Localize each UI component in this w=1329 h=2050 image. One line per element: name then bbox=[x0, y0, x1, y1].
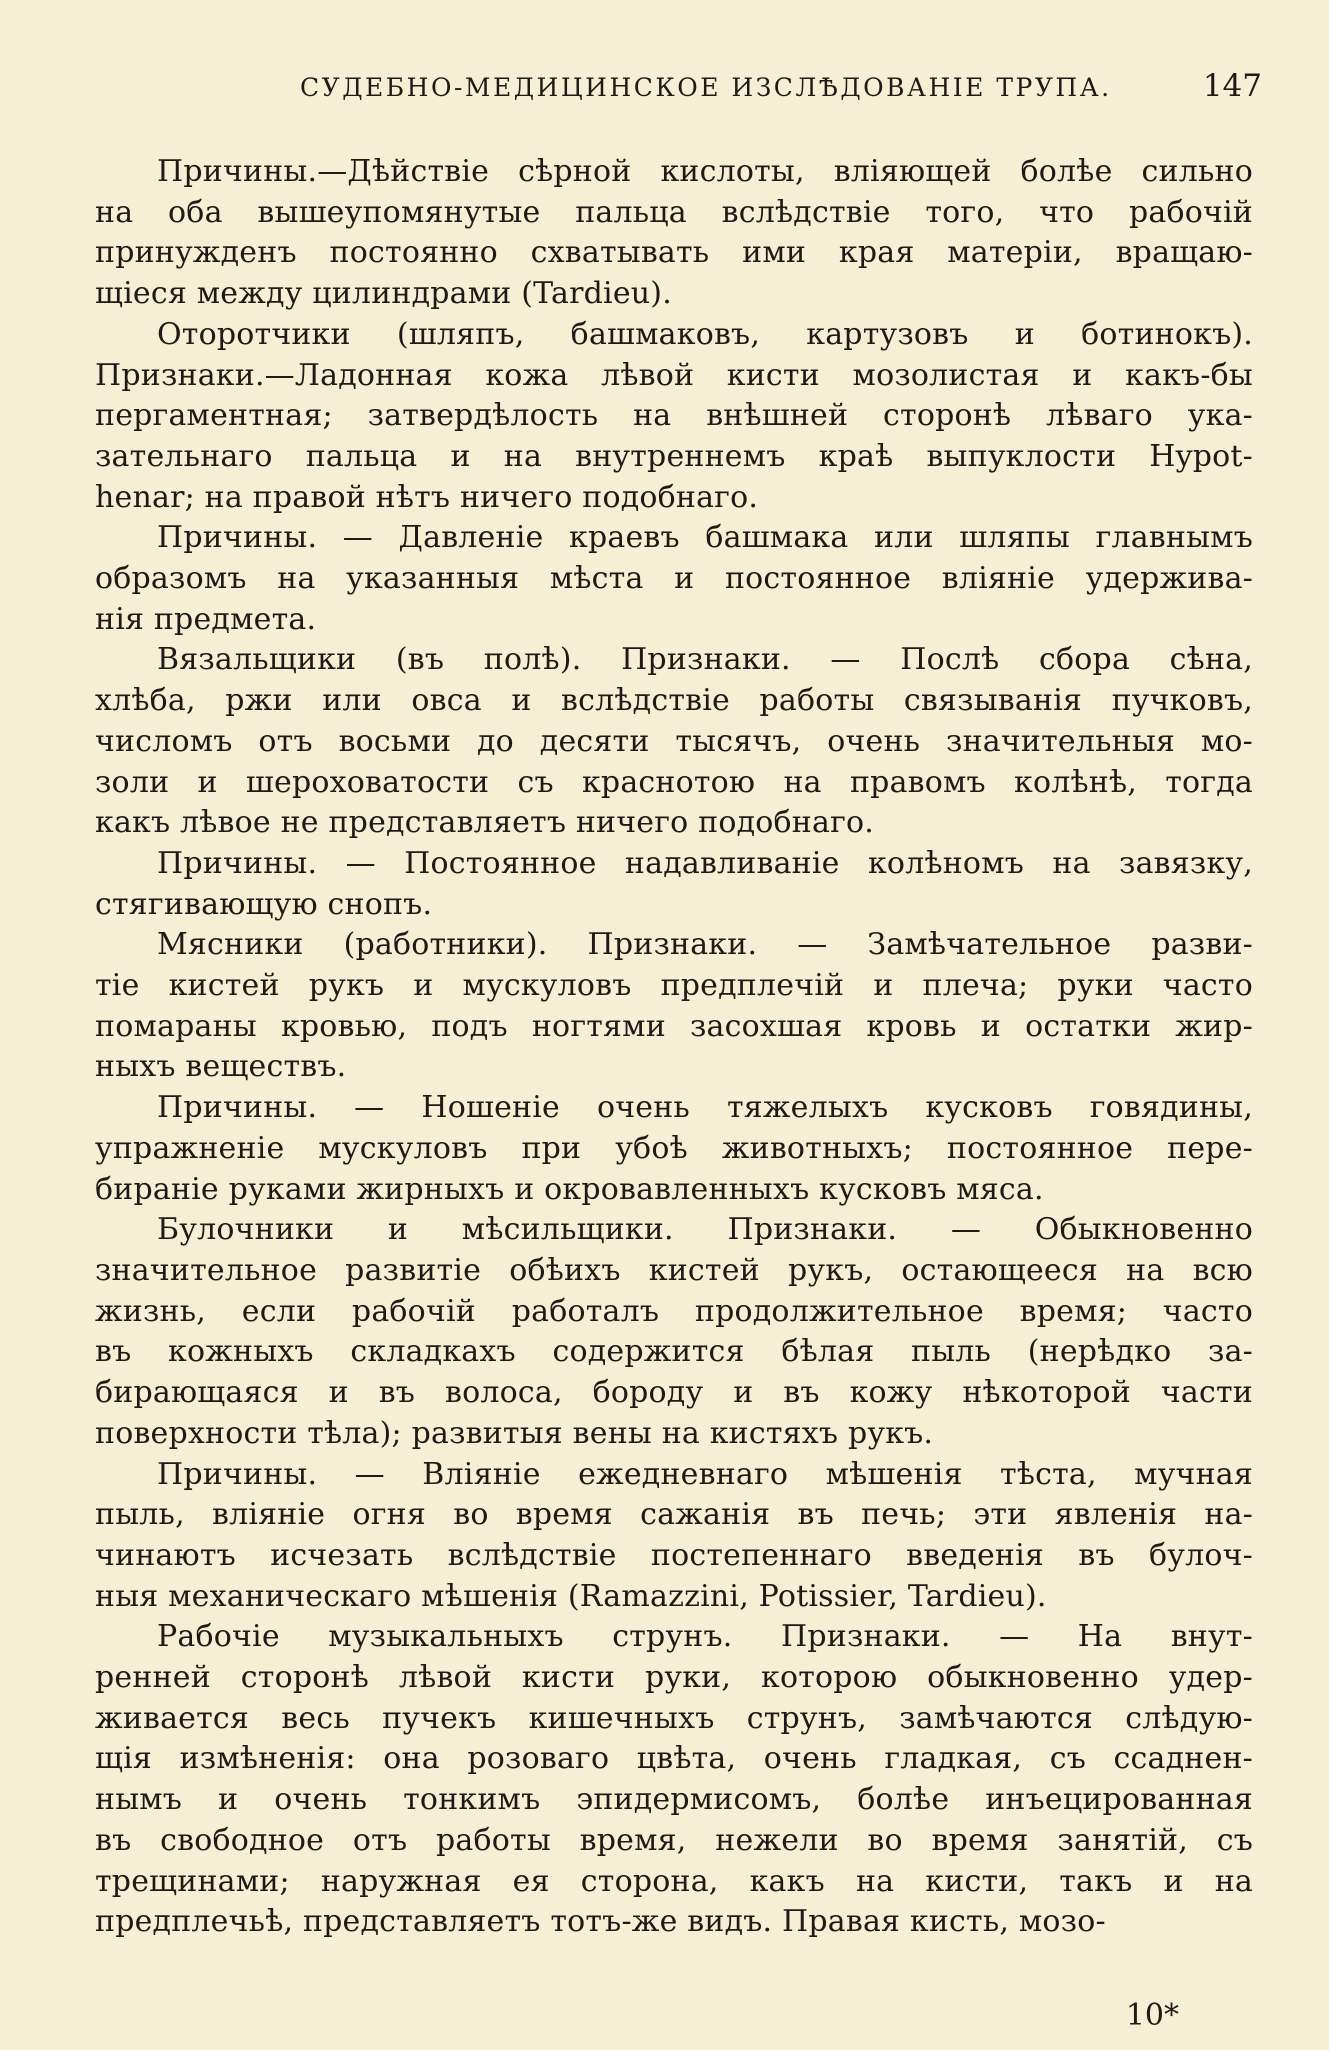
text-line: Признаки.—Ладонная кожа лѣвой кисти мозолистая и какъ-бы bbox=[95, 357, 1253, 393]
paragraph bbox=[95, 844, 1253, 925]
text-line: въ кожныхъ складкахъ содержится бѣлая пыль (нерѣдко за- bbox=[95, 1334, 1253, 1370]
paragraph bbox=[95, 1455, 1253, 1618]
text-line: бирающаяся и въ волоса, бороду и въ кожу нѣкоторой части bbox=[95, 1375, 1253, 1411]
text-line: чинаютъ исчезать вслѣдствіе постепеннаго введенія въ булоч- bbox=[95, 1537, 1253, 1573]
text-line: значительное развитіе обѣихъ кистей рукъ, остающееся на всю bbox=[95, 1252, 1253, 1288]
text-line: ныя механическаго мѣшенія (Ramazzini, Potissier, Tardieu). bbox=[95, 1578, 1047, 1614]
text-line: щіеся между цилиндрами (Tardieu). bbox=[95, 276, 672, 312]
paragraph bbox=[95, 925, 1253, 1088]
text-line: тіе кистей рукъ и мускуловъ предплечій и плеча; руки часто bbox=[95, 968, 1253, 1004]
text-line: ренней сторонѣ лѣвой кисти руки, которою обыкновенно удер- bbox=[95, 1660, 1253, 1696]
text-line: Причины.—Дѣйствіе сѣрной кислоты, вліяющей болѣе сильно bbox=[157, 154, 1253, 189]
text-line: упражненіе мускуловъ при убоѣ животныхъ; постоянное пере- bbox=[95, 1130, 1253, 1166]
text-line: нія предмета. bbox=[95, 601, 317, 637]
text-line: Оторотчики (шляпъ, башмаковъ, картузовъ и ботинокъ). bbox=[157, 316, 1253, 352]
text-line: Причины. — Вліяніе ежедневнаго мѣшенія тѣста, мучная bbox=[157, 1456, 1253, 1492]
text-line: какъ лѣвое не представляетъ ничего подобнаго. bbox=[95, 805, 874, 841]
text-line: ныхъ веществъ. bbox=[95, 1049, 347, 1085]
paragraph bbox=[95, 640, 1253, 844]
paragraph bbox=[95, 518, 1253, 640]
text-line: Мясники (работники). Признаки. — Замѣчательное разви- bbox=[157, 927, 1253, 963]
text-line: Причины. — Ношеніе очень тяжелыхъ кусковъ говядины, bbox=[157, 1090, 1253, 1126]
text-line: Рабочіе музыкальныхъ струнъ. Признаки. — На внут- bbox=[157, 1619, 1253, 1655]
paragraph bbox=[95, 1210, 1253, 1454]
text-line: на оба вышеупомянутые пальца вслѣдствіе того, что рабочій bbox=[95, 194, 1253, 230]
text-line: стягивающую снопъ. bbox=[95, 886, 433, 922]
text-line: жизнь, если рабочій работалъ продолжительное время; часто bbox=[95, 1293, 1253, 1329]
text-line: пыль, вліяніе огня во время сажанія въ печь; эти явленія на- bbox=[95, 1497, 1253, 1533]
signature-mark: 10* bbox=[1125, 1998, 1179, 2033]
page-header bbox=[300, 68, 1262, 118]
paragraph bbox=[95, 315, 1253, 519]
text-line: поверхности тѣла); развитыя вены на кистяхъ рукъ. bbox=[95, 1415, 934, 1451]
text-line: числомъ отъ восьми до десяти тысячъ, очень значительныя мо- bbox=[95, 723, 1253, 759]
text-line: хлѣба, ржи или овса и вслѣдствіе работы связыванія пучковъ, bbox=[95, 683, 1253, 719]
text-line: образомъ на указанныя мѣста и постоянное вліяніе удержива- bbox=[95, 561, 1253, 597]
text-line: предплечьѣ, представляетъ тотъ-же видъ. Правая кисть, мозо- bbox=[95, 1904, 1106, 1940]
text-line: живается весь пучекъ кишечныхъ струнъ, замѣчаются слѣдую- bbox=[95, 1700, 1253, 1736]
page-number: 147 bbox=[1202, 68, 1262, 104]
paragraph bbox=[95, 1617, 1253, 1943]
text-line: въ свободное отъ работы время, нежели во время занятій, съ bbox=[95, 1822, 1253, 1858]
text-line: Причины. — Давленіе краевъ башмака или шляпы главнымъ bbox=[157, 520, 1253, 556]
text-line: щія измѣненія: она розоваго цвѣта, очень гладкая, съ ссаднен- bbox=[95, 1741, 1253, 1777]
text-line: Булочники и мѣсильщики. Признаки. — Обыкновенно bbox=[157, 1212, 1253, 1248]
text-line: принужденъ постоянно схватывать ими края матеріи, вращаю- bbox=[95, 235, 1253, 271]
text-line: Вязальщики (въ полѣ). Признаки. — Послѣ сбора сѣна, bbox=[157, 642, 1253, 678]
text-line: золи и шероховатости съ краснотою на правомъ колѣнѣ, тогда bbox=[95, 764, 1253, 800]
text-line: трещинами; наружная ея сторона, какъ на кисти, такъ и на bbox=[95, 1863, 1253, 1899]
text-line: зательнаго пальца и на внутреннемъ краѣ выпуклости Hypot- bbox=[95, 438, 1253, 474]
text-line: henar; на правой нѣтъ ничего подобнаго. bbox=[95, 479, 759, 515]
paragraph bbox=[95, 1088, 1253, 1210]
body-text bbox=[95, 152, 1253, 1943]
text-line: нымъ и очень тонкимъ эпидермисомъ, болѣе инъецированная bbox=[95, 1782, 1253, 1818]
text-line: пергаментная; затвердѣлость на внѣшней сторонѣ лѣваго ука- bbox=[95, 398, 1253, 434]
text-line: Причины. — Постоянное надавливаніе колѣномъ на завязку, bbox=[157, 845, 1253, 881]
text-line: бираніе руками жирныхъ и окровавленныхъ кусковъ мяса. bbox=[95, 1171, 1044, 1207]
running-head: СУДЕБНО-МЕДИЦИНСКОЕ ИЗСЛѢДОВАНІЕ ТРУПА. bbox=[300, 73, 1112, 102]
text-line: помараны кровью, подъ ногтями засохшая кровь и остатки жир- bbox=[95, 1008, 1253, 1044]
paragraph bbox=[95, 152, 1253, 315]
